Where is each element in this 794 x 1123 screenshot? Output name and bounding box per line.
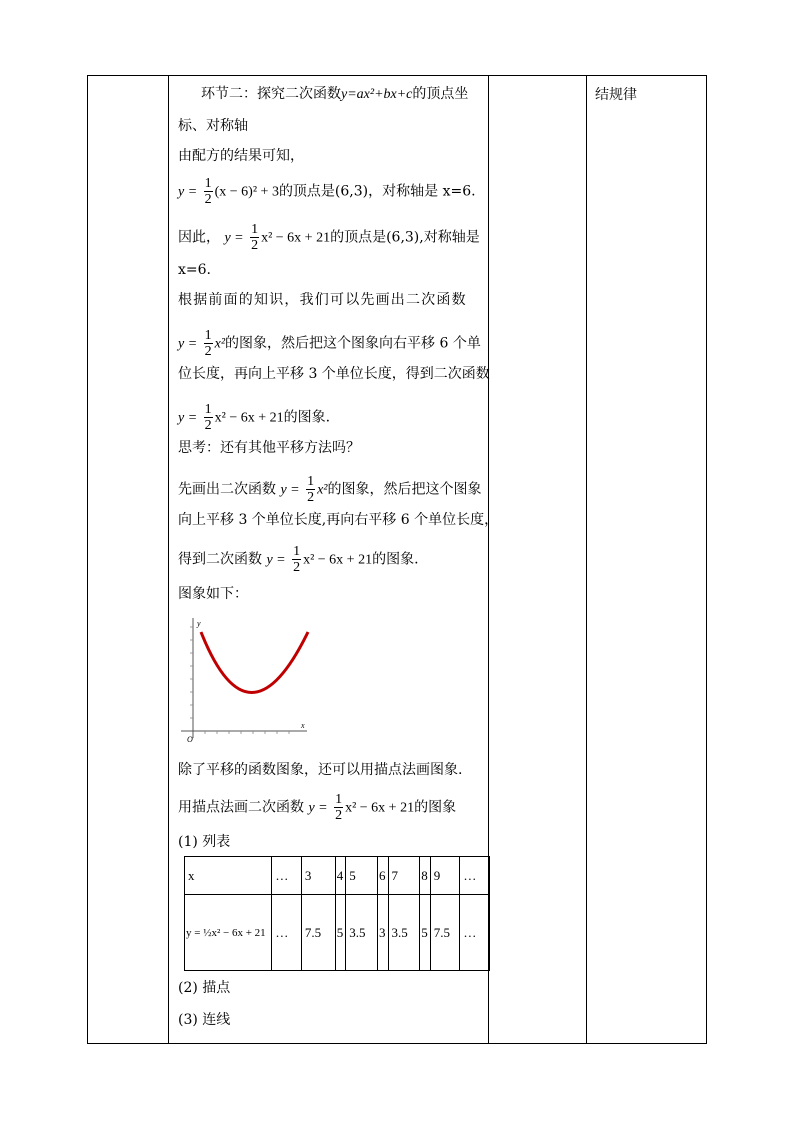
table-cell: … bbox=[460, 895, 490, 971]
fraction: $\frac{1}{2}$ bbox=[204, 402, 212, 433]
section-heading: 环节二：探究二次函数y=ax²+bx+c的顶点坐 bbox=[201, 86, 469, 102]
table-cell: 5 bbox=[346, 857, 378, 895]
table-row bbox=[185, 895, 490, 971]
table-cell: 3.5 bbox=[346, 895, 378, 971]
fraction: $\frac{1}{2}$ bbox=[293, 544, 301, 575]
table-cell: 7 bbox=[388, 857, 420, 895]
table-row-label: y = ½x² − 6x + 21 bbox=[185, 895, 272, 971]
table-cell: x bbox=[185, 857, 272, 895]
layout-table bbox=[87, 75, 707, 1044]
text-line: 标、对称轴 bbox=[178, 118, 248, 134]
table-cell: … bbox=[272, 857, 302, 895]
table-cell: 3 bbox=[301, 857, 335, 895]
text-line: 根据前面的知识，我们可以先画出二次函数 bbox=[178, 292, 467, 308]
formula-line: 用描点法画二次函数 y = $\frac{1}{2}$ x² − 6x + 21的图象 bbox=[178, 792, 457, 823]
parabola-curve bbox=[201, 632, 308, 693]
table-cell: … bbox=[460, 857, 490, 895]
text-line: 除了平移的函数图象，还可以用描点法画图象. bbox=[178, 762, 463, 778]
right-column-note: 结规律 bbox=[595, 87, 637, 103]
parabola-graph bbox=[177, 616, 312, 746]
table-cell: … bbox=[272, 895, 302, 971]
text-line: 位长度，再向上平移 3 个单位长度，得到二次函数 bbox=[178, 366, 490, 382]
column-divider bbox=[168, 76, 169, 1043]
x-axis-label: x bbox=[301, 721, 305, 730]
formula-line: y = $\frac{1}{2}$ x² − 6x + 21的图象. bbox=[178, 402, 331, 433]
table-cell: 6 bbox=[377, 857, 388, 895]
text-line: 由配方的结果可知， bbox=[178, 148, 304, 164]
formula-line: 先画出二次函数 y = $\frac{1}{2}$ x²的图象，然后把这个图象 bbox=[178, 474, 482, 505]
table-cell: 4 bbox=[335, 857, 346, 895]
column-divider bbox=[586, 76, 587, 1043]
table-cell: 3 bbox=[377, 895, 388, 971]
table-cell: 7.5 bbox=[430, 895, 460, 971]
fraction: $\frac{1}{2}$ bbox=[307, 474, 315, 505]
text-line: 向上平移 3 个单位长度,再向右平移 6 个单位长度， bbox=[178, 512, 499, 528]
fraction: $\frac{1}{2}$ bbox=[204, 328, 212, 359]
formula-line: y = $\frac{1}{2}$ (x − 6)² + 3的顶点是(6,3)，对称轴是 x=6. bbox=[178, 176, 476, 207]
formula-line: y = $\frac{1}{2}$ x²的图象，然后把这个图象向右平移 6 个单 bbox=[178, 328, 481, 359]
table-cell: 5 bbox=[335, 895, 346, 971]
step-label: (2) 描点 bbox=[178, 980, 231, 996]
formula-line: 得到二次函数 y = $\frac{1}{2}$ x² − 6x + 21的图象. bbox=[178, 544, 419, 575]
text-line: 图象如下： bbox=[178, 586, 248, 602]
table-cell: 7.5 bbox=[301, 895, 335, 971]
table-cell: 3.5 bbox=[388, 895, 420, 971]
fraction: $\frac{1}{2}$ bbox=[251, 222, 259, 253]
text-line: x=6. bbox=[178, 262, 211, 278]
value-table bbox=[184, 856, 490, 971]
text-line: 思考：还有其他平移方法吗？ bbox=[178, 440, 360, 456]
formula-line: 因此， y = $\frac{1}{2}$ x² − 6x + 21的顶点是(6,3),对称轴是 bbox=[178, 222, 480, 253]
fraction: $\frac{1}{2}$ bbox=[204, 176, 212, 207]
table-cell: 9 bbox=[430, 857, 460, 895]
origin-label: O bbox=[187, 735, 193, 744]
table-cell: 8 bbox=[420, 857, 431, 895]
table-row bbox=[185, 857, 490, 895]
y-axis-label: y bbox=[197, 619, 201, 628]
step-label: (3) 连线 bbox=[178, 1012, 231, 1028]
step-label: (1) 列表 bbox=[178, 834, 231, 850]
table-cell: 5 bbox=[420, 895, 431, 971]
fraction: $\frac{1}{2}$ bbox=[335, 792, 343, 823]
